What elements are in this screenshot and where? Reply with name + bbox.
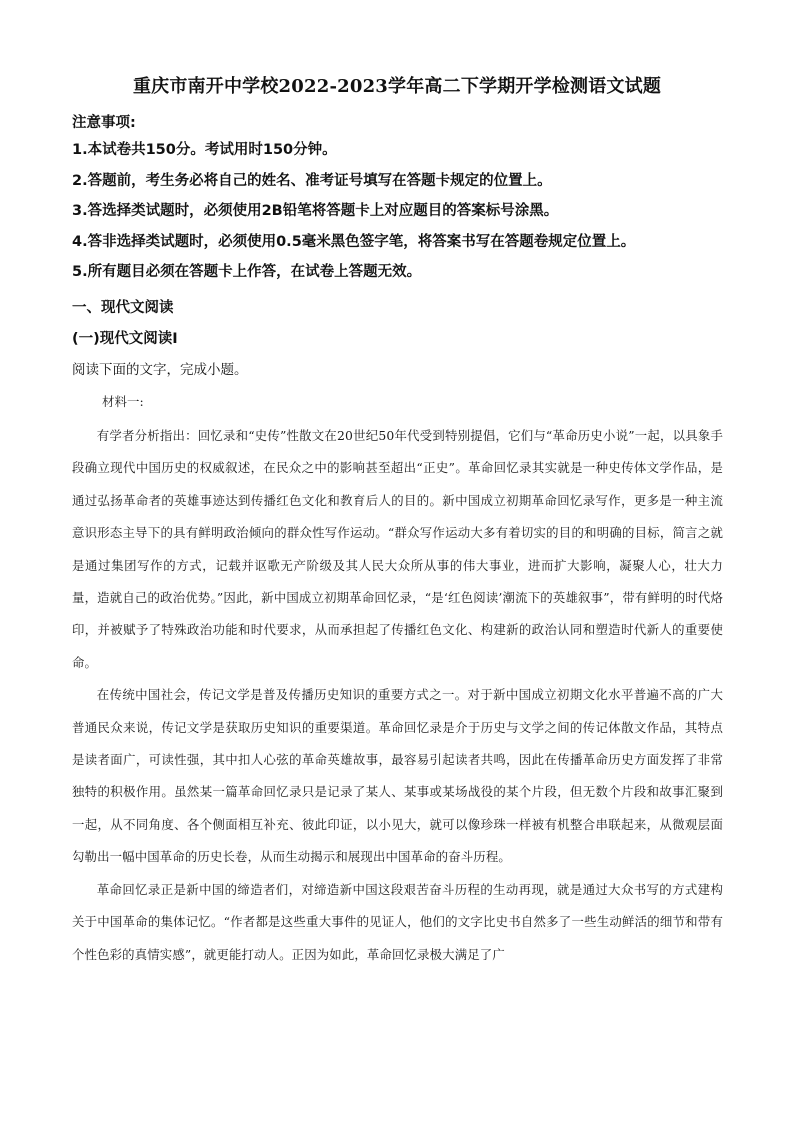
paragraph: 革命回忆录正是新中国的缔造者们，对缔造新中国这段艰苦奋斗历程的生动再现，就是通过大众书写的方式建构关于中国革命的集体记忆。“作者都是这些重大事件的见证人，他们的文字比史书自然多了一些生动鲜活的细节和带有个性色彩的真情实感”，就更能打动人。正因为如此，革命回忆录极大满足了广: [72, 881, 723, 962]
notice-heading: 注意事项:: [72, 115, 136, 131]
paragraph: 在传统中国社会，传记文学是普及传播历史知识的重要方式之一。对于新中国成立初期文化水平普遍不高的广大普通民众来说，传记文学是获取历史知识的重要渠道。革命回忆录是介于历史与文学之间的传记体散文作品，其特点是读者面广，可读性强，其中扣人心弦的革命英雄故事，最容易引起读者共鸣，因此在传播革命历史方面发挥了非常独特的积极作用。虽然某一篇革命回忆录只是记录了某人、某事或某场战役的某个片段，但无数个片段和故事汇聚到一起，从不同角度、各个侧面相互补充、彼此印证，以小见大，就可以像珍珠一样被有机整合串联起来，从微观层面勾勒出一幅中国革命的历史长卷，从而生动揭示和展现出中国革命的奋斗历程。: [72, 687, 723, 865]
paragraph: 有学者分析指出：回忆录和“史传”性散文在20世纪50年代受到特别提倡，它们与“革命历史小说”一起，以具象手段确立现代中国历史的权威叙述，在民众之中的影响甚至超出“正史”。革命回忆录其实就是一种史传体文学作品，是通过弘扬革命者的英雄事迹达到传播红色文化和教育后人的目的。新中国成立初期革命回忆录写作，更多是一种主流意识形态主导下的具有鲜明政治倾向的群众性写作运动。“群众写作运动大多有着切实的目的和明确的目标，简言之就是通过集团写作的方式，记载并讴歌无产阶级及其人民大众所从事的伟大事业，进而扩大影响，凝聚人心，壮大力量，造就自己的政治优势。”因此，新中国成立初期革命回忆录，“是‘红色阅读’潮流下的英雄叙事”，带有鲜明的时代烙印，并被赋予了特殊政治功能和时代要求，从而承担起了传播红色文化、构建新的政治认同和塑造时代新人的重要使命。: [72, 428, 723, 670]
notice-list: [72, 140, 732, 293]
subsection-heading: (一)现代文阅读Ⅰ: [72, 331, 178, 347]
material-label: 材料一:: [102, 394, 144, 409]
notice-item: 3.答选择类试题时，必须使用2B铅笔将答题卡上对应题目的答案标号涂黑。: [72, 203, 559, 219]
notice-item: 5.所有题目必须在答题卡上作答，在试卷上答题无效。: [72, 264, 422, 280]
reading-instruction: 阅读下面的文字，完成小题。: [72, 362, 248, 378]
section-heading: 一、现代文阅读: [72, 300, 174, 316]
notice-item: 1.本试卷共150分。考试用时150分钟。: [72, 142, 337, 158]
notice-item: 2.答题前，考生务必将自己的姓名、准考证号填写在答题卡规定的位置上。: [72, 172, 552, 189]
notice-item: 4.答非选择类试题时，必须使用0.5毫米黑色签字笔，将答案书写在答题卷规定位置上。: [72, 233, 636, 250]
page-title: 重庆市南开中学校2022-2023学年高二下学期开学检测语文试题: [132, 76, 662, 97]
material-body: [72, 420, 723, 971]
